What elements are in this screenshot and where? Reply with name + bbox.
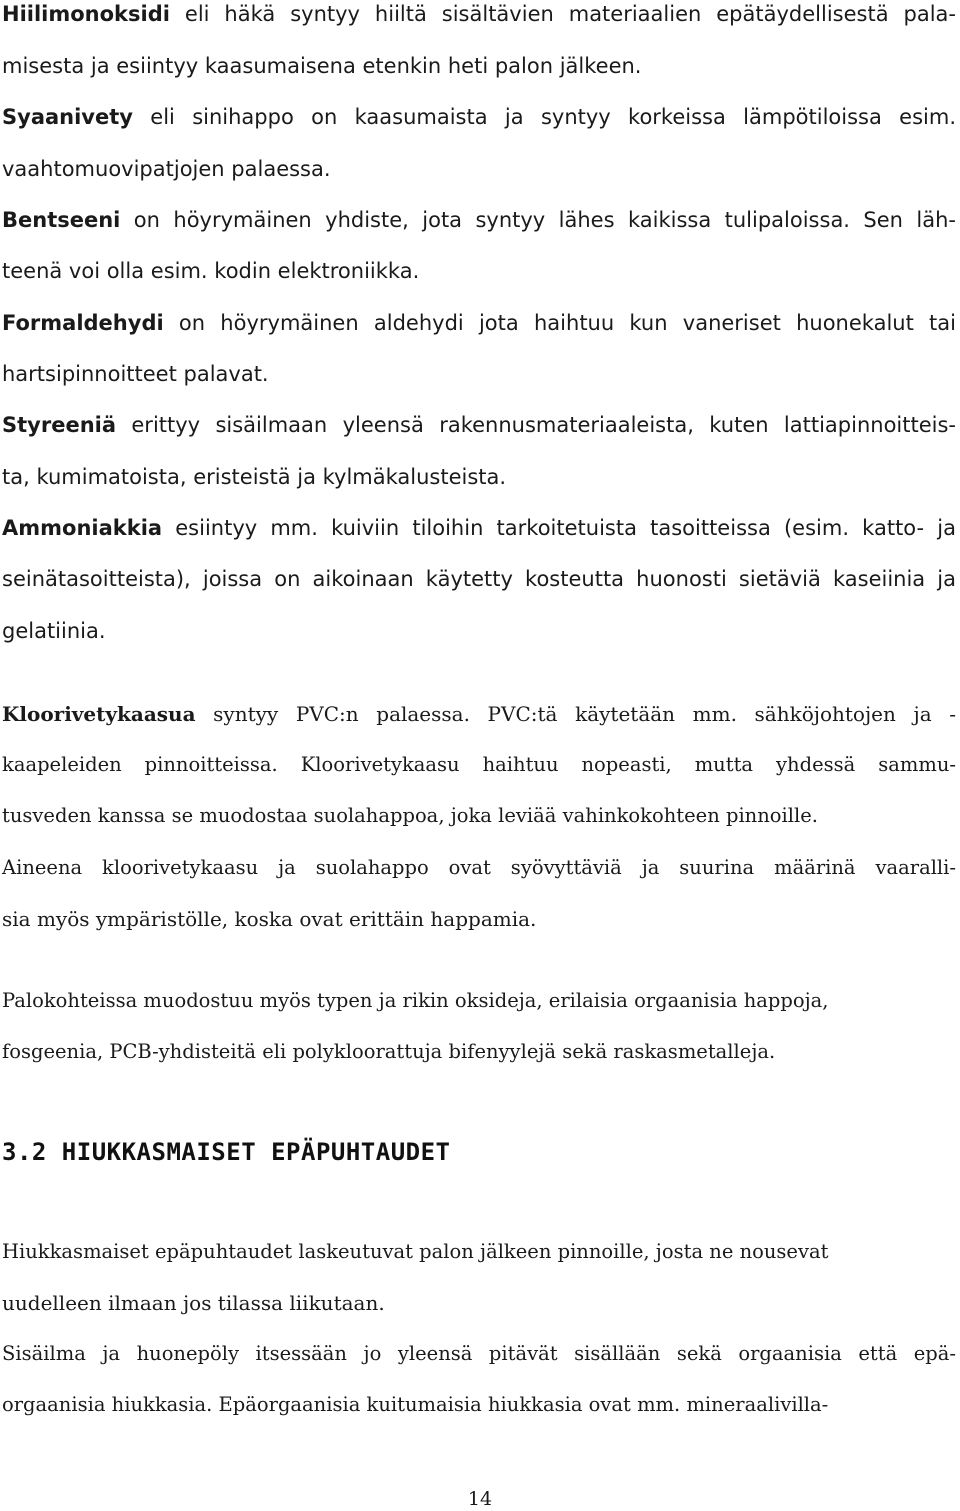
text-line: Styreeniä erittyy sisäilmaan yleensä rakennusmateriaaleista, kuten lattiapinnoitteis- <box>2 413 956 437</box>
section-title: HIUKKASMAISET EPÄPUHTAUDET <box>46 1138 451 1166</box>
term-formaldehydi: Formaldehydi <box>2 311 164 335</box>
text-line: Ammoniakkia esiintyy mm. kuiviin tiloihin tarkoitetuista tasoitteissa (esim. katto- ja <box>2 516 956 540</box>
text-line: vaahtomuovipatjojen palaessa. <box>2 157 331 181</box>
term-bentseeni: Bentseeni <box>2 208 121 232</box>
text-line: Bentseeni on höyrymäinen yhdiste, jota syntyy lähes kaikissa tulipaloissa. Sen läh- <box>2 208 956 232</box>
text-line: ta, kumimatoista, eristeistä ja kylmäkalusteista. <box>2 465 507 489</box>
text-line: orgaanisia hiukkasia. Epäorgaanisia kuitumaisia hiukkasia ovat mm. mineraalivilla- <box>2 1393 829 1416</box>
text-line: seinätasoitteista), joissa on aikoinaan käytetty kosteutta huonosti sietäviä kaseiinia ja <box>2 567 956 591</box>
text-line: uudelleen ilmaan jos tilassa liikutaan. <box>2 1291 385 1315</box>
text-line: fosgeenia, PCB-yhdisteitä eli polykloorattuja bifenyylejä sekä raskasmetalleja. <box>2 1040 776 1063</box>
text-line: Sisäilma ja huonepöly itsessään jo yleensä pitävät sisällään sekä orgaanisia että epä- <box>2 1342 956 1365</box>
section-number: 3.2 <box>2 1138 47 1166</box>
term-styreenia: Styreeniä <box>2 413 117 437</box>
term-kloorivetykaasua: Kloorivetykaasua <box>2 702 196 726</box>
text-line: misesta ja esiintyy kaasumaisena etenkin heti palon jälkeen. <box>2 54 642 78</box>
page-number: 14 <box>467 1488 493 1510</box>
text-line: teenä voi olla esim. kodin elektroniikka. <box>2 259 420 283</box>
text-line: tusveden kanssa se muodostaa suolahappoa, joka leviää vahinkokohteen pinnoille. <box>2 804 818 827</box>
text-line: Aineena kloorivetykaasu ja suolahappo ovat syövyttäviä ja suurina määrinä vaaralli- <box>2 856 956 879</box>
text-line: Kloorivetykaasua syntyy PVC:n palaessa. PVC:tä käytetään mm. sähköjohtojen ja - <box>2 702 956 726</box>
text-line: Hiukkasmaiset epäpuhtaudet laskeutuvat palon jälkeen pinnoille, josta ne nousevat <box>2 1240 829 1263</box>
text-line: kaapeleiden pinnoitteissa. Kloorivetykaasu haihtuu nopeasti, mutta yhdessä sammu- <box>2 753 956 776</box>
text-line: hartsipinnoitteet palavat. <box>2 362 269 386</box>
term-hiilimonoksidi: Hiilimonoksidi <box>2 2 170 26</box>
text-line: gelatiinia. <box>2 619 106 643</box>
text-line: sia myös ympäristölle, koska ovat erittäin happamia. <box>2 907 537 931</box>
text-line: Palokohteissa muodostuu myös typen ja rikin oksideja, erilaisia orgaanisia happoja, <box>2 989 829 1012</box>
term-syaanivety: Syaanivety <box>2 105 133 129</box>
section-heading <box>2 1138 451 1166</box>
text-line: Syaanivety eli sinihappo on kaasumaista ja syntyy korkeissa lämpötiloissa esim. <box>2 105 956 129</box>
term-ammoniakkia: Ammoniakkia <box>2 516 163 540</box>
text-line: Formaldehydi on höyrymäinen aldehydi jota haihtuu kun vaneriset huonekalut tai <box>2 311 956 335</box>
text-line: Hiilimonoksidi eli häkä syntyy hiiltä sisältävien materiaalien epätäydellisestä pala- <box>2 2 956 26</box>
